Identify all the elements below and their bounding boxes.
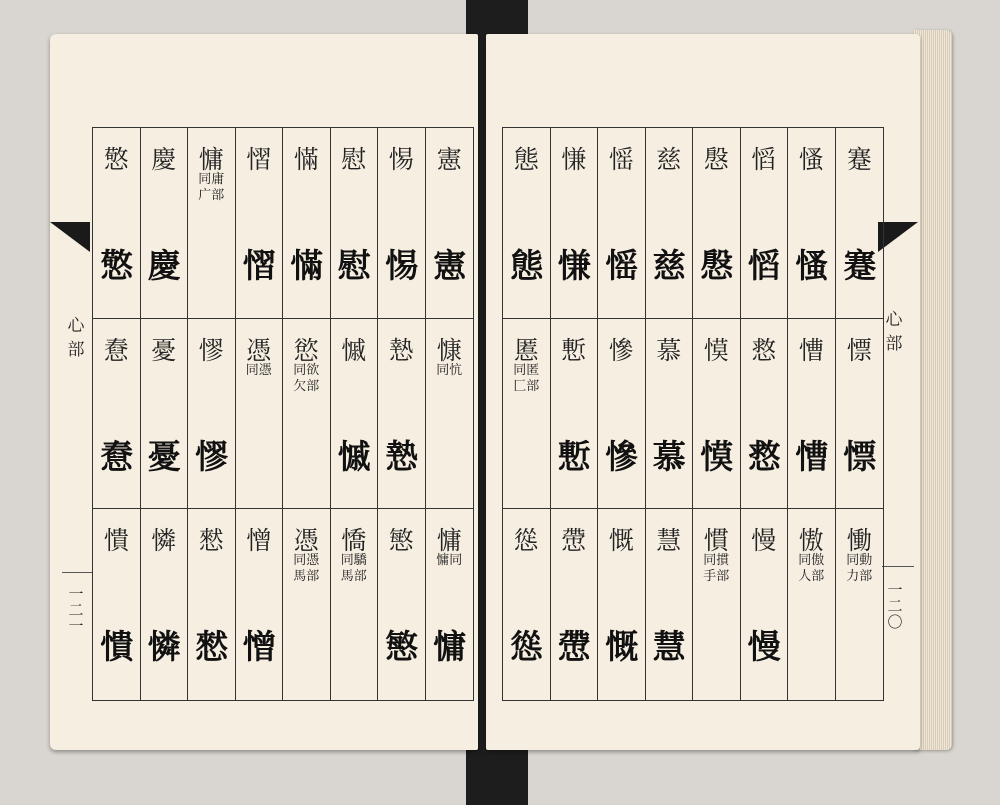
entry-note: 同忼 bbox=[436, 362, 463, 378]
entry-seal-character: 慢 bbox=[747, 627, 780, 667]
character-entry bbox=[788, 319, 836, 510]
entry-character: 憐 bbox=[151, 526, 177, 556]
entry-character: 憀 bbox=[198, 335, 224, 365]
entry-note: 同動 力部 bbox=[846, 553, 873, 585]
entry-seal-character: 慫 bbox=[510, 627, 543, 667]
entry-character: 慇 bbox=[703, 145, 729, 174]
entry-character: 慒 bbox=[798, 335, 824, 365]
character-entry bbox=[141, 128, 189, 319]
entry-character: 慢 bbox=[751, 526, 777, 556]
left-page-number: 一二一 bbox=[68, 585, 84, 635]
character-entry bbox=[741, 319, 789, 510]
entry-seal-character: 慵 bbox=[433, 627, 466, 667]
character-entry bbox=[141, 509, 189, 700]
character-entry bbox=[551, 509, 599, 700]
entry-character: 慲 bbox=[293, 145, 319, 174]
character-entry bbox=[188, 319, 236, 510]
entry-character: 慊 bbox=[561, 145, 587, 174]
character-entry bbox=[188, 509, 236, 700]
character-entry bbox=[503, 319, 551, 510]
entry-character: 慔 bbox=[703, 335, 729, 365]
entry-seal-character: 慓 bbox=[843, 436, 876, 476]
left-fishtail-mark bbox=[50, 222, 90, 252]
entry-seal-character: 憼 bbox=[100, 246, 133, 285]
entry-seal-character: 愮 bbox=[605, 246, 638, 285]
entry-character: 憍 bbox=[341, 526, 367, 556]
entry-seal-character: 慒 bbox=[795, 436, 828, 476]
entry-character: 慸 bbox=[561, 526, 587, 556]
entry-character: 慕 bbox=[656, 335, 682, 365]
entry-character: 憑 bbox=[246, 335, 272, 365]
entry-character: 慽 bbox=[341, 335, 367, 365]
entry-seal-character: 憐 bbox=[147, 627, 180, 667]
entry-seal-character: 憀 bbox=[195, 436, 228, 476]
entry-character: 慝 bbox=[513, 335, 539, 365]
character-entry bbox=[426, 128, 474, 319]
entry-seal-character: 憖 bbox=[195, 627, 228, 667]
character-entry bbox=[693, 319, 741, 510]
entry-character: 慾 bbox=[293, 335, 319, 365]
entry-character: 蹇 bbox=[846, 145, 872, 174]
character-entry bbox=[836, 128, 884, 319]
entry-character: 慹 bbox=[388, 335, 414, 365]
character-entry bbox=[141, 319, 189, 510]
entry-note: 同憑 bbox=[245, 362, 272, 378]
entry-character: 惕 bbox=[388, 145, 414, 174]
entry-seal-character: 蹇 bbox=[843, 246, 876, 285]
character-entry bbox=[598, 509, 646, 700]
entry-character: 慵 bbox=[198, 145, 224, 174]
entry-character: 憼 bbox=[103, 145, 129, 174]
entry-seal-character: 慴 bbox=[242, 246, 275, 285]
entry-character: 慟 bbox=[846, 526, 872, 556]
right-margin-rule bbox=[882, 566, 914, 567]
entry-character: 慜 bbox=[388, 526, 414, 556]
left-margin-rule bbox=[62, 572, 92, 573]
entry-note: 同驕 馬部 bbox=[340, 553, 367, 585]
entry-seal-character: 慕 bbox=[652, 436, 685, 476]
character-entry bbox=[598, 319, 646, 510]
entry-seal-character: 慊 bbox=[557, 246, 590, 285]
entry-seal-character: 慅 bbox=[795, 246, 828, 285]
character-entry bbox=[426, 509, 474, 700]
character-entry bbox=[283, 128, 331, 319]
entry-note: 同庸 广部 bbox=[198, 172, 225, 203]
character-entry bbox=[236, 319, 284, 510]
entry-note: 慵同 bbox=[436, 553, 463, 569]
entry-character: 態 bbox=[513, 145, 539, 174]
entry-note: 同憑 馬部 bbox=[293, 553, 320, 585]
entry-seal-character: 憂 bbox=[147, 436, 180, 476]
character-entry bbox=[646, 319, 694, 510]
character-entry bbox=[693, 509, 741, 700]
entry-note: 同摜 手部 bbox=[703, 553, 730, 585]
entry-seal-character: 慨 bbox=[605, 627, 638, 667]
entry-seal-character: 慰 bbox=[337, 246, 370, 285]
entry-character: 慦 bbox=[751, 335, 777, 365]
entry-seal-character: 慈 bbox=[652, 246, 685, 285]
entry-character: 慶 bbox=[151, 145, 177, 174]
character-entry bbox=[836, 509, 884, 700]
entry-seal-character: 慔 bbox=[700, 436, 733, 476]
entry-note: 同傲 人部 bbox=[798, 553, 825, 585]
entry-character: 慣 bbox=[703, 526, 729, 556]
entry-character: 憂 bbox=[151, 335, 177, 365]
character-entry bbox=[283, 319, 331, 510]
character-entry bbox=[551, 128, 599, 319]
character-entry bbox=[93, 509, 141, 700]
character-entry bbox=[236, 509, 284, 700]
entry-seal-character: 慧 bbox=[652, 627, 685, 667]
entry-character: 慠 bbox=[798, 526, 824, 556]
entry-seal-character: 慹 bbox=[385, 436, 418, 476]
entry-character: 慫 bbox=[513, 526, 539, 556]
character-entry bbox=[378, 128, 426, 319]
entry-seal-character: 憒 bbox=[100, 627, 133, 667]
entry-seal-character: 慽 bbox=[337, 436, 370, 476]
entry-character: 憎 bbox=[246, 526, 272, 556]
left-section-label: 心部 bbox=[67, 316, 85, 360]
entry-character: 憖 bbox=[198, 526, 224, 556]
character-entry bbox=[331, 128, 379, 319]
entry-character: 慵 bbox=[436, 526, 462, 556]
right-section-label: 心部 bbox=[885, 310, 903, 354]
character-entry bbox=[788, 509, 836, 700]
character-entry bbox=[331, 509, 379, 700]
entry-character: 憲 bbox=[436, 145, 462, 174]
character-entry bbox=[646, 128, 694, 319]
entry-seal-character: 憃 bbox=[100, 436, 133, 476]
character-entry bbox=[188, 128, 236, 319]
entry-seal-character: 慇 bbox=[700, 246, 733, 285]
entry-seal-character: 慜 bbox=[385, 627, 418, 667]
character-entry bbox=[378, 319, 426, 510]
entry-note: 同匿 匚部 bbox=[513, 362, 540, 394]
character-entry bbox=[378, 509, 426, 700]
character-entry bbox=[741, 128, 789, 319]
character-entry bbox=[598, 128, 646, 319]
entry-character: 慓 bbox=[846, 335, 872, 365]
character-entry bbox=[788, 128, 836, 319]
entry-character: 憑 bbox=[293, 526, 319, 556]
entry-seal-character: 慶 bbox=[147, 246, 180, 285]
entry-seal-character: 惕 bbox=[385, 246, 418, 285]
character-entry bbox=[836, 319, 884, 510]
character-entry bbox=[551, 319, 599, 510]
entry-character: 慷 bbox=[436, 335, 462, 365]
entry-seal-character: 慆 bbox=[747, 246, 780, 285]
entry-seal-character: 慙 bbox=[557, 436, 590, 476]
character-entry bbox=[93, 319, 141, 510]
entry-character: 慴 bbox=[246, 145, 272, 174]
character-entry bbox=[646, 509, 694, 700]
character-entry bbox=[503, 509, 551, 700]
character-entry bbox=[283, 509, 331, 700]
entry-character: 慈 bbox=[656, 145, 682, 174]
entry-seal-character: 憎 bbox=[242, 627, 275, 667]
entry-seal-character: 慘 bbox=[605, 436, 638, 476]
character-entry bbox=[331, 319, 379, 510]
entry-character: 慙 bbox=[561, 335, 587, 365]
entry-character: 慘 bbox=[608, 335, 634, 365]
entry-character: 慅 bbox=[798, 145, 824, 174]
entry-character: 愮 bbox=[608, 145, 634, 174]
right-fishtail-mark bbox=[878, 222, 918, 252]
right-page-number: 一二〇 bbox=[887, 581, 903, 631]
entry-character: 慨 bbox=[608, 526, 634, 556]
entry-character: 慧 bbox=[656, 526, 682, 556]
character-entry bbox=[93, 128, 141, 319]
character-entry bbox=[236, 128, 284, 319]
entry-character: 慰 bbox=[341, 145, 367, 174]
entry-seal-character: 態 bbox=[510, 246, 543, 285]
entry-character: 慆 bbox=[751, 145, 777, 174]
entry-seal-character: 慸 bbox=[557, 627, 590, 667]
entry-character: 憃 bbox=[103, 335, 129, 365]
character-entry bbox=[693, 128, 741, 319]
entry-character: 憒 bbox=[103, 526, 129, 556]
right-page-table bbox=[502, 127, 884, 701]
character-entry bbox=[503, 128, 551, 319]
entry-seal-character: 慲 bbox=[290, 246, 323, 285]
entry-seal-character: 憲 bbox=[433, 246, 466, 285]
left-page-table bbox=[92, 127, 474, 701]
entry-note: 同欲 欠部 bbox=[293, 362, 320, 394]
character-entry bbox=[426, 319, 474, 510]
character-entry bbox=[741, 509, 789, 700]
entry-seal-character: 慦 bbox=[747, 436, 780, 476]
